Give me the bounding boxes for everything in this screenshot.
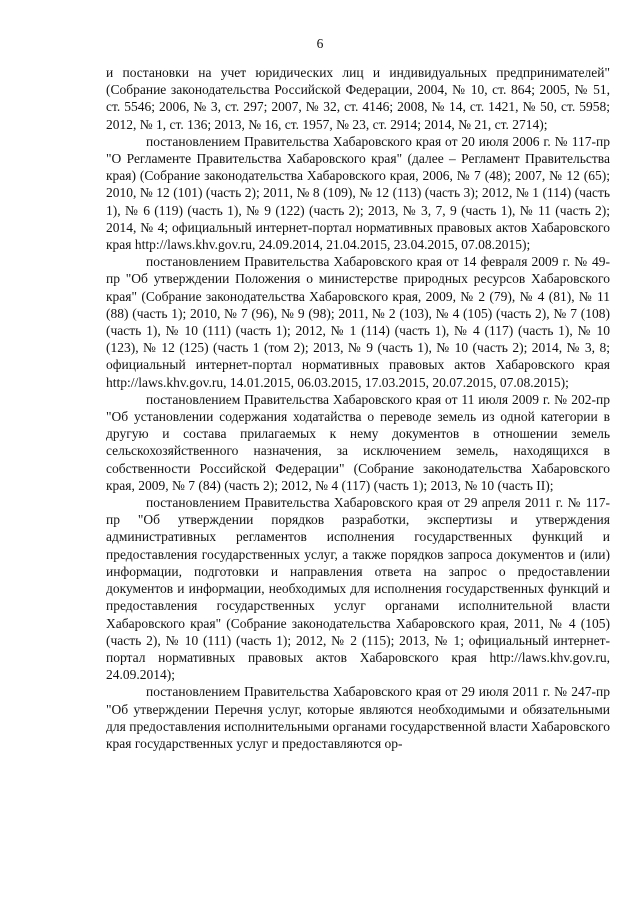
document-body xyxy=(106,64,610,752)
paragraph-decree-49-pr-2009: постановлением Правительства Хабаровского края от 14 февраля 2009 г. № 49-пр "Об утверждении Положения о министерстве природных ресурсов Хабаровского края" (Собрание законодательства Хабаровского края, 2009, № 2 (79), № 4 (81), № 11 (88) (часть 1); 2010, № 7 (96), № 9 (98); 2011, № 2 (103), № 4 (105) (часть 2), № 7 (108) (часть 1), № 10 (111) (часть 1); 2012, № 1 (114) (часть 1), № 4 (117) (часть 1), № 10 (123), № 12 (125) (часть 1 (том 2); 2013, № 9 (часть 1), № 10 (часть 2); 2014, № 3, 8; официальный интернет-портал нормативных правовых актов Хабаровского края http://laws.khv.gov.ru, 14.01.2015, 06.03.2015, 17.03.2015, 20.07.2015, 07.08.2015); xyxy=(106,254,610,390)
paragraph-decree-117-pr-2011: постановлением Правительства Хабаровского края от 29 апреля 2011 г. № 117-пр "Об утверждении порядков разработки, экспертизы и утверждения административных регламентов исполнения государственных функций и предоставления государственных услуг, а также порядков запроса документов и (или) информации, подготовки и направления ответа на запрос о предоставлении документов и информации, необходимых для исполнения государственных функций и предоставления государственных услуг органами исполнительной власти Хабаровского края" (Собрание законодательства Хабаровского края, 2011, № 4 (105) (часть 2), № 10 (111) (часть 1); 2012, № 2 (115); 2013, № 1; официальный интернет-портал нормативных правовых актов Хабаровского края http://laws.khv.gov.ru, 24.09.2014); xyxy=(106,495,610,683)
paragraph-decree-117-pr-2006: постановлением Правительства Хабаровского края от 20 июля 2006 г. № 117-пр "О Регламенте Правительства Хабаровского края" (далее – Регламент Правительства края) (Собрание законодательства Хабаровского края, 2006, № 7 (48); 2007, № 12 (65); 2010, № 12 (101) (часть 2); 2011, № 8 (109), № 12 (113) (часть 3); 2012, № 1 (114) (часть 1), № 6 (119) (часть 1), № 9 (122) (часть 2); 2013, № 3, 7, 9 (часть 1), № 11 (часть 2); 2014, № 4; официальный интернет-портал нормативных правовых актов Хабаровского края http://laws.khv.gov.ru, 24.09.2014, 21.04.2015, 23.04.2015, 07.08.2015); xyxy=(106,133,610,253)
paragraph-continuation: и постановки на учет юридических лиц и индивидуальных предпринимателей" (Собрание законодательства Российской Федерации, 2004, № 10, ст. 864; 2005, № 51, ст. 5546; 2006, № 3, ст. 297; 2007, № 32, ст. 4146; 2008, № 14, ст. 1421, № 50, ст. 5958; 2012, № 1, ст. 136; 2013, № 16, ст. 1957, № 23, ст. 2914; 2014, № 21, ст. 2714); xyxy=(106,65,610,132)
page-number: 6 xyxy=(316,36,324,51)
paragraph-decree-202-pr-2009: постановлением Правительства Хабаровского края от 11 июля 2009 г. № 202-пр "Об установлении содержания ходатайства о переводе земель из одной категории в другую и состава прилагаемых к нему документов в отношении земель сельскохозяйственного назначения, за исключением земель, находящихся в собственности Российской Федерации" (Собрание законодательства Хабаровского края, 2009, № 7 (84) (часть 2); 2012, № 4 (117) (часть 1); 2013, № 10 (часть II); xyxy=(106,391,610,493)
paragraph-decree-247-pr-2011: постановлением Правительства Хабаровского края от 29 июля 2011 г. № 247-пр "Об утверждении Перечня услуг, которые являются необходимыми и обязательными для предоставления исполнительными органами государственной власти Хабаровского края государственных услуг и предоставляются ор- xyxy=(106,684,610,751)
